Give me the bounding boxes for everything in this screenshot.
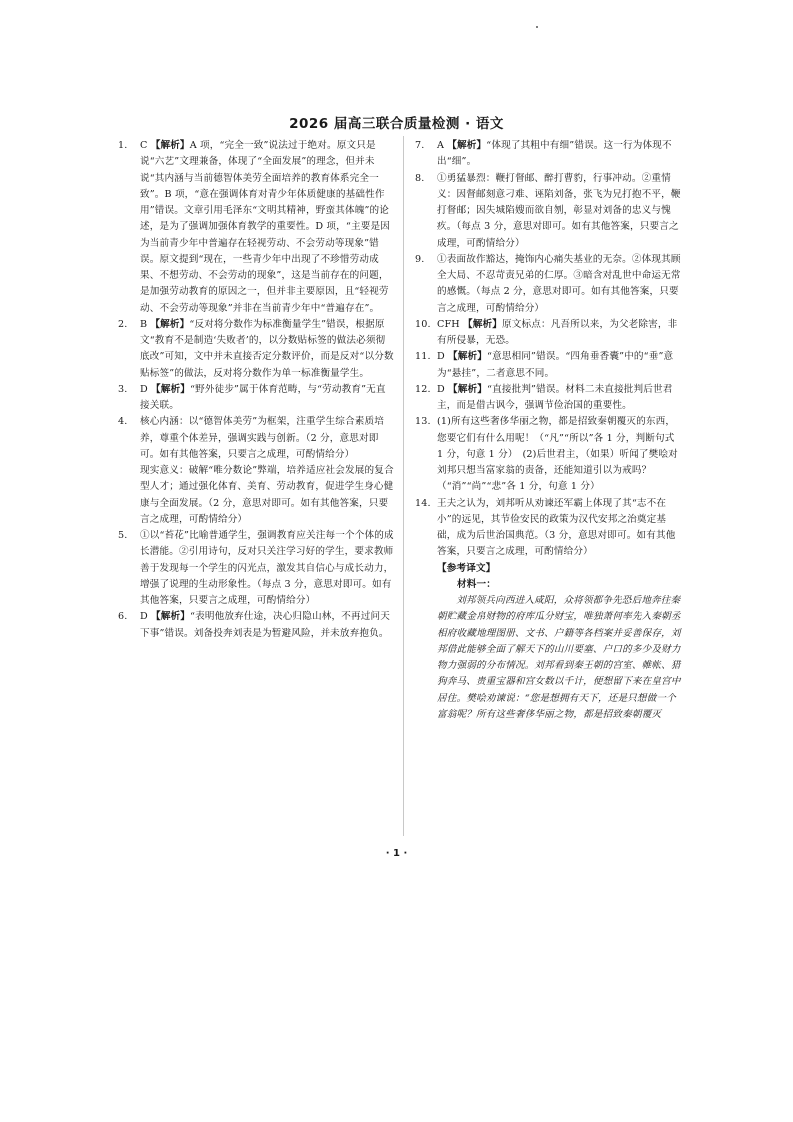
answer-number: 11. [415,351,431,363]
answer-choice: D [437,351,445,363]
answer-item [118,138,394,317]
analysis-tag: 【解析】 [151,383,191,395]
page-title: 2026 届高三联合质量检测 · 语文 [289,116,504,132]
answer-number: 2. [118,318,128,330]
answer-item [415,414,683,495]
answer-number: 9. [415,253,425,265]
left-column [118,138,394,642]
answer-choice: C [140,140,148,151]
answer-item [118,317,394,382]
answer-text: ①勇猛暴烈：鞭打督邮、醉打曹豹，行事冲动。②重情义：因督邮刻意刁难、诬陷刘备，张飞为兄打抱不平，鞭打督邮；因失城陷嫂而欲自刎，彰显对刘备的忠义与愧疚。（每点 3 分，意思对即可。如有其他答案，只要言之成理，可酌情给分） [437,172,681,249]
analysis-tag: 【解析】 [150,140,190,151]
answer-item [118,528,394,609]
answer-item [415,252,683,317]
answer-text: “野外徒步”属于体育范畴，与“劳动教育”无直接关联。 [140,383,386,411]
analysis-tag: 【解析】 [151,611,191,623]
answer-text: “体现了其粗中有细”错误。这一行为体现不出“细”。 [437,140,672,168]
scan-speck [536,26,538,28]
answer-item [415,382,683,415]
analysis-tag: 【解析】 [150,318,190,330]
answer-item [118,382,394,415]
answer-text: “反对将分数作为标准衡量学生”错误，根据原文“教育不是制造‘失败者’的，以分数贴标签的做法必须彻底改”可知，文中并未直接否定分数评价，而是反对“以分数贴标签”的做法，反对将分数作为单一标准衡量学生。 [140,318,394,379]
answer-number: 13. [415,416,431,428]
answer-number: 3. [118,383,128,395]
answer-text: ①表面故作豁达，掩饰内心痛失基业的无奈。②体现其顾全大局、不忍苛责兄弟的仁厚。③暗含对乱世中命运无常的感慨。（每点 2 分，意思对即可。如有其他答案，只要言之成理，可酌情给分） [437,253,681,314]
answer-number: 10. [415,318,431,330]
answer-item [118,609,394,642]
translation-text: 刘邦领兵向西进入咸阳，众将领都争先恐后地奔往秦朝贮藏金帛财物的府库瓜分财宝，唯独萧何率先入秦朝丞相府收藏地理图册、文书、户籍等各档案并妥善保存，刘邦借此能够全面了解天下的山川要塞、户口的多少及财力物力强弱的分布情况。刘邦看到秦王朝的宫室、帷帐、猎狗奔马、贵重宝器和宫女数以千计，便想留下来在皇宫中居住。樊哙劝谏说：“您是想拥有天下，还是只想做一个富翁呢？所有这些奢侈华丽之物，都是招致秦朝覆灭 [437,595,681,720]
answer-number: 5. [118,530,128,541]
answer-item [415,349,683,382]
answer-choice: A [437,140,445,151]
analysis-tag: 【解析】 [447,140,487,151]
answer-text: 核心内涵：以“德智体美劳”为框架，注重学生综合素质培养，尊重个体差异，强调实践与创新。（2 分，意思对即可。如有其他答案，只要言之成理，可酌情给分） [140,416,384,460]
answer-item [415,317,683,350]
answer-choice: B [140,318,148,330]
answer-item [415,138,683,171]
answer-text: “意思相同”错误。“四角垂香囊”中的“垂”意为“悬挂”，二者意思不同。 [437,351,674,379]
answer-text: 原文标点：凡吾所以来，为父老除害，非有所侵暴，无恐。 [437,318,678,346]
analysis-tag: 【解析】 [448,351,488,363]
answer-choice: CFH [437,318,460,330]
answer-item [415,171,683,252]
answer-choice: D [437,383,445,395]
answer-item [415,496,683,561]
answer-number: 1. [118,140,128,151]
answer-text: “直接批判”错误。材料二未直接批判后世君主，而是借古讽今，强调节俭治国的重要性。 [437,383,673,411]
answer-text: (1)所有这些奢侈华丽之物，都是招致秦朝覆灭的东西，您要它们有什么用呢！（“凡”“所以”各 1 分，判断句式 1 分，句意 1 分） (2)后世君主，（如果）听闻了樊哙对刘邦只想当富家翁的责备，还能知道引以为戒吗？（“消”“尚”“悲”各 1 分，句意 1 分） [437,416,678,493]
answer-item [118,414,394,463]
answer-choice: D [140,611,148,623]
answer-text: “表明他放弃仕途，决心归隐山林，不再过问天下事”错误。刘备投奔刘表是为暂避风险，并未放弃抱负。 [140,611,390,639]
reference-translation-heading: 【参考译文】 [437,562,496,574]
page-number: · 1 · [385,848,408,859]
answer-text: A 项，“完全一致”说法过于绝对。原文只是说“六艺”文理兼备，体现了“全面发展”的理念，但并未说“其内涵与当前德智体美劳全面培养的教育体系完全一致”。B 项，“意在强调体育对青少年体质健康的基础性作用”错误。文章引用毛泽东“文明其精神，野蛮其体魄”的论述，是为了强调加强体育教学的重要性。D 项，“主要是因为当前青少年中普遍存在轻视劳动、不会劳动等现象”错误。原文提到“现在，一些青少年中出现了不珍惜劳动成果、不想劳动、不会劳动的现象”，这是当前存在的问题，是加强劳动教育的原因之一，但并非主要原因，且“轻视劳动、不会劳动等现象”并非在当前青少年中“普遍存在”。 [140,140,390,314]
answer-choice: D [140,383,148,395]
material-title: 材料一： [457,578,496,590]
answer-number: 8. [415,172,425,184]
answer-text: 王夫之认为，刘邦听从劝谏还军霸上体现了其“志不在小”的远见，其节俭安民的政策为汉代安邦之治奠定基础，成为后世治国典范。（3 分，意思对即可。如有其他答案，只要言之成理，可酌情给分） [437,497,676,558]
answer-number: 4. [118,416,128,428]
column-divider [403,136,404,836]
right-column [415,138,683,723]
answer-number: 7. [415,140,425,151]
answer-number: 6. [118,611,128,623]
answer-text-extra: 现实意义：破解“唯分数论”弊端，培养适应社会发展的复合型人才；通过强化体育、美育、劳动教育，促进学生身心健康与全面发展。（2 分，意思对即可。如有其他答案，只要言之成理，可酌情给分） [140,465,394,525]
answer-text: ①以“苔花”比喻普通学生，强调教育应关注每一个个体的成长潜能。②引用诗句，反对只关注学习好的学生，要求教师善于发现每一个学生的闪光点，激发其自信心与成长动力，增强了说理的生动形象性。（每点 3 分，意思对即可。如有其他答案，只要言之成理，可酌情给分） [140,530,394,606]
analysis-tag: 【解析】 [448,383,488,395]
answer-number: 12. [415,383,431,395]
analysis-tag: 【解析】 [463,318,503,330]
answer-number: 14. [415,497,431,509]
